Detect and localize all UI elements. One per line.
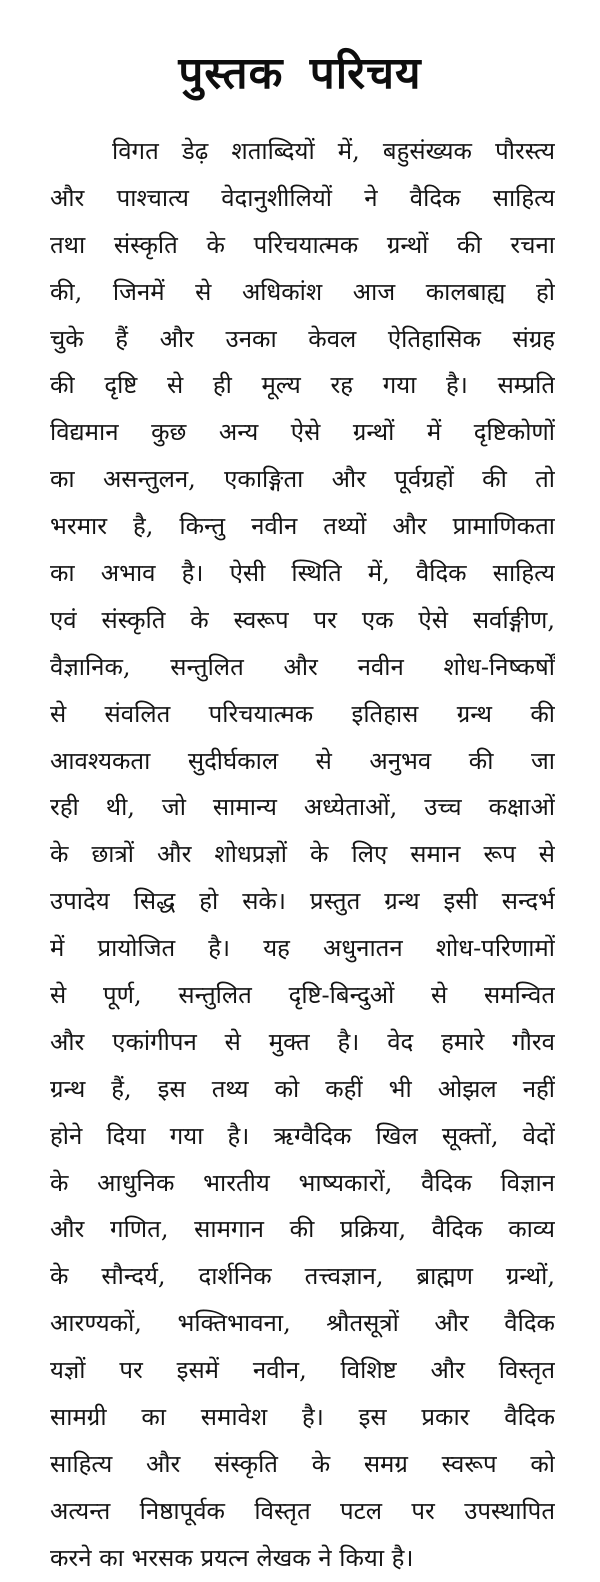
paragraph-line: उपादेय सिद्ध हो सके। प्रस्तुत ग्रन्थ इसी सन्दर्भ bbox=[50, 887, 555, 916]
page-title: पुस्तक परिचय bbox=[178, 48, 422, 99]
paragraph-line: से संवलित परिचयात्मक इतिहास ग्रन्थ की bbox=[50, 699, 555, 728]
paragraph-line: विगत डेढ़ शताब्दियों में, बहुसंख्यक पौरस्त्य bbox=[112, 137, 555, 165]
paragraph-line: होने दिया गया है। ऋग्वैदिक खिल सूक्तों, वेदों bbox=[50, 1121, 555, 1150]
paragraph-line: की दृष्टि से ही मूल्य रह गया है। सम्प्रति bbox=[50, 371, 555, 400]
paragraph-line: के छात्रों और शोधप्रज्ञों के लिए समान रूप से bbox=[50, 840, 555, 869]
paragraph-line: की, जिनमें से अधिकांश आज कालबाह्य हो bbox=[50, 277, 555, 306]
paragraph-line: साहित्य और संस्कृति के समग्र स्वरूप को bbox=[50, 1449, 555, 1478]
paragraph-line: वैज्ञानिक, सन्तुलित और नवीन शोध-निष्कर्षों bbox=[50, 652, 555, 681]
paragraph-line: और गणित, सामगान की प्रक्रिया, वैदिक काव्य bbox=[50, 1215, 555, 1244]
paragraph-line: आरण्यकों, भक्तिभावना, श्रौतसूत्रों और वैदिक bbox=[50, 1309, 555, 1338]
paragraph-line: के आधुनिक भारतीय भाष्यकारों, वैदिक विज्ञान bbox=[50, 1168, 555, 1197]
paragraph-line: में प्रायोजित है। यह अधुनातन शोध-परिणामों bbox=[50, 934, 555, 963]
paragraph-line: विद्यमान कुछ अन्य ऐसे ग्रन्थों में दृष्टिकोणों bbox=[50, 418, 555, 447]
paragraph-line: यज्ञों पर इसमें नवीन, विशिष्ट और विस्तृत bbox=[50, 1356, 555, 1385]
paragraph-line: चुके हैं और उनका केवल ऐतिहासिक संग्रह bbox=[50, 324, 555, 353]
paragraph-line: से पूर्ण, सन्तुलित दृष्टि-बिन्दुओं से समन्वित bbox=[50, 981, 555, 1010]
introduction-paragraph bbox=[50, 128, 555, 1582]
paragraph-line: रही थी, जो सामान्य अध्येताओं, उच्च कक्षाओं bbox=[50, 793, 555, 822]
paragraph-line: ग्रन्थ हैं, इस तथ्य को कहीं भी ओझल नहीं bbox=[50, 1074, 555, 1103]
paragraph-line: और एकांगीपन से मुक्त है। वेद हमारे गौरव bbox=[50, 1027, 555, 1056]
paragraph-line: के सौन्दर्य, दार्शनिक तत्त्वज्ञान, ब्राह्मण ग्रन्थों, bbox=[50, 1262, 555, 1291]
paragraph-line: और पाश्चात्य वेदानुशीलियों ने वैदिक साहित्य bbox=[50, 183, 555, 212]
paragraph-line: आवश्यकता सुदीर्घकाल से अनुभव की जा bbox=[50, 746, 555, 775]
paragraph-line: भरमार है, किन्तु नवीन तथ्यों और प्रामाणिकता bbox=[50, 512, 555, 541]
paragraph-line: का असन्तुलन, एकाङ्गिता और पूर्वग्रहों की तो bbox=[50, 465, 555, 494]
paragraph-line: करने का भरसक प्रयत्न लेखक ने किया है। bbox=[50, 1543, 414, 1572]
paragraph-line: सामग्री का समावेश है। इस प्रकार वैदिक bbox=[50, 1403, 555, 1432]
paragraph-line: तथा संस्कृति के परिचयात्मक ग्रन्थों की रचना bbox=[50, 230, 555, 259]
paragraph-line: का अभाव है। ऐसी स्थिति में, वैदिक साहित्य bbox=[50, 559, 555, 588]
paragraph-line: एवं संस्कृति के स्वरूप पर एक ऐसे सर्वाङ्गीण, bbox=[50, 605, 555, 634]
paragraph-line: अत्यन्त निष्ठापूर्वक विस्तृत पटल पर उपस्थापित bbox=[50, 1496, 555, 1525]
